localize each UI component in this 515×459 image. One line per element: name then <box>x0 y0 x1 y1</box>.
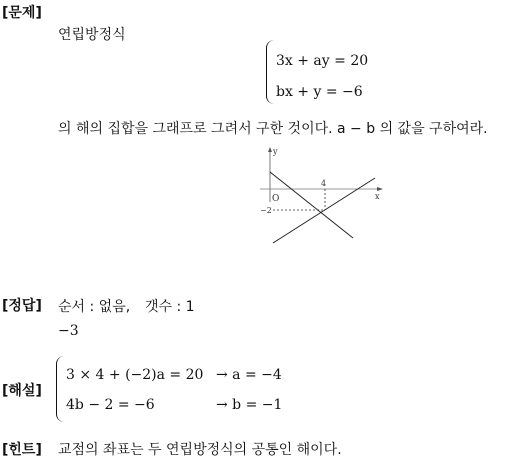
solution-graph <box>255 142 395 252</box>
equation-1: 3x + ay = 20 <box>276 53 369 69</box>
equation-2: bx + y = −6 <box>276 84 363 100</box>
answer-count: 갯수 : 1 <box>145 299 195 315</box>
hint-text: 교점의 좌표는 두 연립방정식의 공통인 해이다. <box>58 442 342 458</box>
y-axis-arrow <box>268 147 272 152</box>
system-brace <box>266 40 275 104</box>
x-axis-arrow <box>377 187 383 191</box>
answer-label: [정답] <box>2 298 42 314</box>
answer-order: 순서 : 없음, <box>58 299 131 315</box>
problem-intro: 연립방정식 <box>58 27 126 43</box>
hint-label: [힌트] <box>2 442 42 458</box>
solution-line-2: 4b − 2 = −6 <box>66 397 155 413</box>
solution-line-2-result: → b = −1 <box>216 397 283 413</box>
solution-line-1-result: → a = −4 <box>216 367 282 383</box>
problem-label: [문제] <box>2 5 42 21</box>
problem-question: 의 해의 집합을 그래프로 그려서 구한 것이다. a − b 의 값을 구하여라. <box>58 121 488 137</box>
solution-brace <box>56 356 65 422</box>
y-axis-label: y <box>273 147 278 156</box>
line-1 <box>270 172 353 238</box>
x-axis-label: x <box>375 192 380 201</box>
y-tick-label: −2 <box>260 206 272 215</box>
answer-value: −3 <box>58 323 79 339</box>
origin-label: O <box>272 194 280 204</box>
solution-label: [해설] <box>2 383 42 399</box>
solution-line-1: 3 × 4 + (−2)a = 20 <box>66 367 204 383</box>
x-tick-label: 4 <box>321 179 327 188</box>
